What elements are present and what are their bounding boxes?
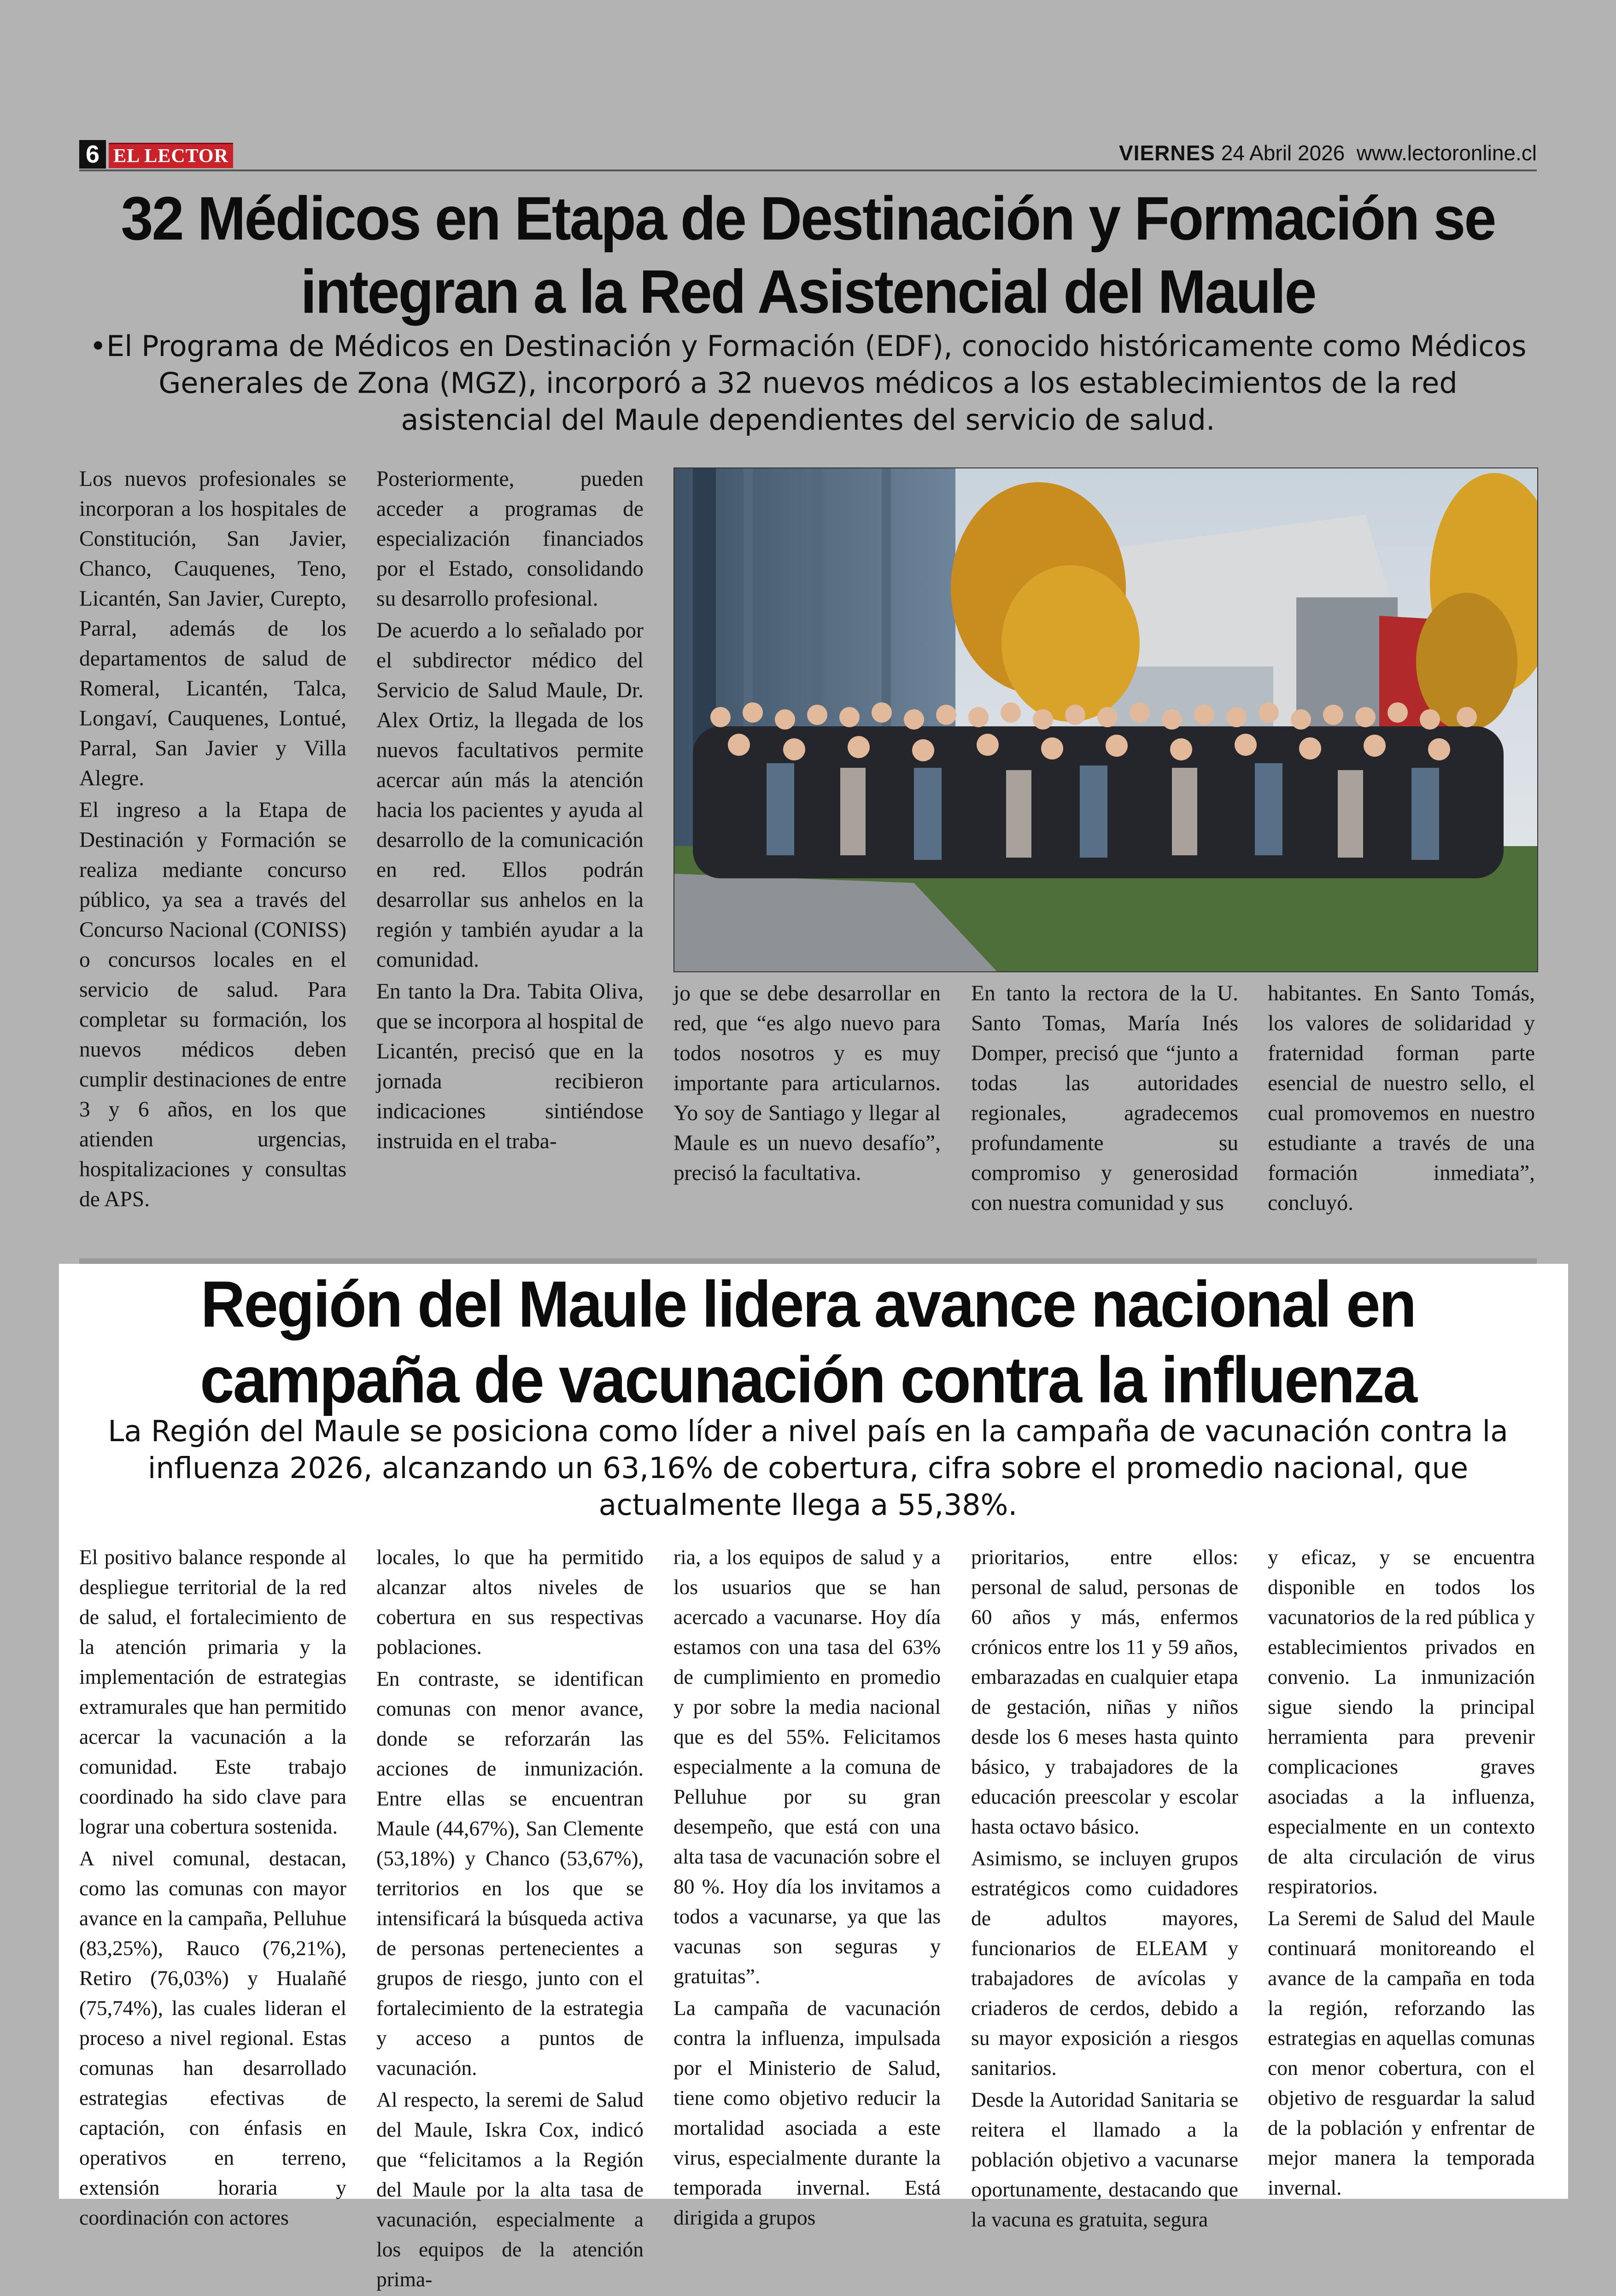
article1-col5: [1268, 979, 1535, 1220]
article2-headline: Región del Maule lidera avance nacional en campaña de vacunación contra la influenza: [200, 1268, 1416, 1417]
paragraph: jo que se debe desarrollar en red, que “es algo nuevo para todos nosotros y es muy importante para articularnos. Yo soy de Santiago y llegar al Maule es un nuevo desafío”, precisó la facultativa.: [673, 981, 941, 1185]
paragraph: En tanto la rectora de la U. Santo Tomas, María Inés Domper, precisó que “junto a todas las autoridades regionales, agradecemos profundamente su compromiso y generosidad con nuestra comunidad y sus: [971, 981, 1238, 1215]
paragraph: prioritarios, entre ellos: personal de salud, personas de 60 años y más, enfermos crónicos entre los 11 y 59 años, embarazadas en cualquier etapa de gestación, niñas y niños desde los 6 meses hasta quinto básico, y trabajadores de la educación preescolar y escolar hasta octavo básico.: [971, 1545, 1238, 1838]
paragraph: Asimismo, se incluyen grupos estratégicos como cuidadores de adultos mayores, funcionarios de ELEAM y trabajadores de avícolas y criaderos de cerdos, debido a su mayor exposición a riesgos sanitarios.: [971, 1846, 1238, 2080]
header-rule: [79, 169, 1537, 171]
paragraph: De acuerdo a lo señalado por el subdirector médico del Servicio de Salud Maule, Dr. Alex Ortiz, la llegada de los nuevos facultativos permite acercar aún más la atención hacia los pacientes y ayuda al desarrollo de la comunicación en red. Ellos podrán desarrollar sus anhelos en la región y también ayudar a la comunidad.: [376, 619, 644, 972]
issue-date: 24 Abril 2026: [1221, 141, 1345, 165]
paragraph: Desde la Autoridad Sanitaria se reitera el llamado a la población objetivo a vacunarse oportunamente, destacando que la vacuna es gratuita, segura: [971, 2088, 1238, 2231]
website-link[interactable]: www.lectoronline.cl: [1356, 141, 1537, 165]
article1-col1: [79, 464, 346, 1216]
paragraph: La Seremi de Salud del Maule continuará monitoreando el avance de la campaña en toda la región, reforzando las estrategias en aquellas comunas con menor cobertura, con el objetivo de resguardar la salud de la población y enfrentar de mejor manera la temporada invernal.: [1268, 1906, 1535, 2199]
article2-col5: [1268, 1542, 1535, 2204]
article1-col3: [673, 979, 941, 1190]
paragraph: ria, a los equipos de salud y a los usuarios que se han acercado a vacunarse. Hoy día estamos con una tasa del 63% de cumplimiento en promedio y por sobre la media nacional que es del 55%. Felicitamos especialmente a la comuna de Pelluhue por su gran desempeño, que está con una alta tasa de vacunación sobre el 80 %. Hoy día los invitamos a todos a vacunarse, ya que las vacunas son seguras y gratuitas”.: [673, 1545, 941, 1988]
paragraph: locales, lo que ha permitido alcanzar altos niveles de cobertura en sus respectivas poblaciones.: [376, 1545, 644, 1659]
paragraph: La campaña de vacunación contra la influenza, impulsada por el Ministerio de Salud, tiene como objetivo reducir la mortalidad asociada a este virus, especialmente durante la temporada invernal. Está dirigida a grupos: [673, 1996, 941, 2229]
group-photo-illustration: [674, 468, 1537, 971]
paragraph: Al respecto, la seremi de Salud del Maule, Iskra Cox, indicó que “felicitamos a la Región del Maule por la alta tasa de vacunación, especialmente a los equipos de la atención prima-: [376, 2088, 644, 2291]
article1-deck: •El Programa de Médicos en Destinación y Formación (EDF), conocido históricamente como Médicos Generales de Zona (MGZ), incorporó a 32 nuevos médicos a los establecimientos de la red asistencial del Maule dependientes del servicio de salud.: [89, 329, 1527, 437]
paragraph: En contraste, se identifican comunas con menor avance, donde se reforzarán las acciones de inmunización. Entre ellas se encuentran Maule (44,67%), San Clemente (53,18%) y Chanco (53,67%), territorios en los que se intensificará la búsqueda activa de personas pertenecientes a grupos de riesgo, junto con el fortalecimiento de la estrategia y acceso a puntos de vacunación.: [376, 1667, 644, 2080]
paragraph: habitantes. En Santo Tomás, los valores de solidaridad y fraternidad forman parte esencial de nuestro sello, el cual promovemos en nuestro estudiante a través de una formación inmediata”, concluyó.: [1268, 981, 1535, 1215]
article1-col4: [971, 979, 1238, 1220]
paragraph: A nivel comunal, destacan, como las comunas con mayor avance en la campaña, Pelluhue (83,25%), Rauco (76,21%), Retiro (76,03%) y Hualañé (75,74%), las cuales lideran el proceso a nivel regional. Estas comunas han desarrollado estrategias efectivas de captación, con énfasis en operativos en terreno, extensión horaria y coordinación con actores: [79, 1846, 346, 2229]
article2-deck: La Región del Maule se posiciona como líder a nivel país en la campaña de vacunación contra la influenza 2026, alcanzando un 63,16% de cobertura, cifra sobre el promedio nacional, que actualmente llega a 55,38%.: [108, 1414, 1508, 1522]
group-photo: [673, 467, 1538, 972]
date-line: [1119, 139, 1537, 167]
article2-col1: [79, 1542, 346, 2234]
article2-col2: [376, 1542, 644, 2296]
paragraph: En tanto la Dra. Tabita Oliva, que se incorpora al hospital de Licantén, precisó que en la jornada recibieron indicaciones sintiéndose instruida en el traba-: [376, 980, 644, 1153]
article1-headline: 32 Médicos en Etapa de Destinación y Formación se integran a la Red Asistencial del Maule: [121, 184, 1495, 326]
paragraph: El positivo balance responde al despliegue territorial de la red de salud, el fortalecimiento de la atención primaria y la implementación de estrategias extramurales que han permitido acercar la vacunación a la comunidad. Este trabajo coordinado ha sido clave para lograr una cobertura sostenida.: [79, 1545, 346, 1838]
article1-col2: [376, 464, 644, 1158]
paragraph: Los nuevos profesionales se incorporan a los hospitales de Constitución, San Javier, Chanco, Cauquenes, Teno, Licantén, San Javier, Curepto, Parral, además de los departamentos de salud de Romeral, Licantén, Talca, Longaví, Cauquenes, Lontué, Parral, San Javier y Villa Alegre.: [79, 467, 346, 790]
paragraph: El ingreso a la Etapa de Destinación y Formación se realiza mediante concurso público, ya sea a través del Concurso Nacional (CONISS) o concursos locales en el servicio de salud. Para completar su formación, los nuevos médicos deben cumplir destinaciones de entre 3 y 6 años, en los que atienden urgencias, hospitalizaciones y consultas de APS.: [79, 798, 346, 1211]
weekday: VIERNES: [1118, 141, 1215, 165]
paragraph: Posteriormente, pueden acceder a programas de especialización financiados por el Estado, consolidando su desarrollo profesional.: [376, 467, 644, 611]
article2-col4: [971, 1542, 1238, 2236]
page-number: 6: [79, 140, 106, 169]
section-divider: [79, 1258, 1537, 1264]
paragraph: y eficaz, y se encuentra disponible en todos los vacunatorios de la red pública y establecimientos privados en convenio. La inmunización sigue siendo la principal herramienta para prevenir complicaciones graves asociadas a la influenza, especialmente en un contexto de alta circulación de virus respiratorios.: [1268, 1545, 1535, 1898]
article2-col3: [673, 1542, 941, 2234]
newspaper-logo: EL LECTOR: [109, 143, 233, 168]
